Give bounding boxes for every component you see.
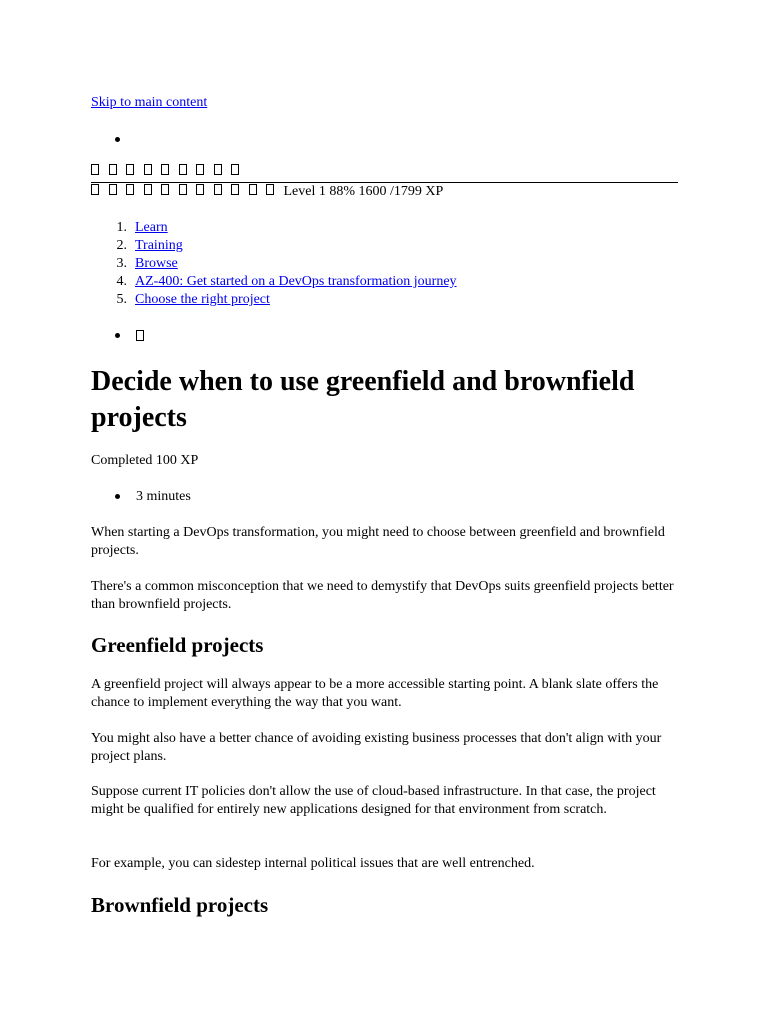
nav-list-bullet [115, 137, 120, 142]
greenfield-paragraph: A greenfield project will always appear to be a more accessible starting point. A blank slate offers the chance to implement everything the way that you want. [91, 677, 659, 710]
page-title: Decide when to use greenfield and brownfield projects [91, 366, 635, 433]
xp-progress-row [91, 183, 443, 201]
header-icon-row [91, 164, 249, 175]
intro-paragraph: When starting a DevOps transformation, you might need to choose between greenfield and brownfield projects. [91, 525, 665, 558]
section-heading-brownfield: Brownfield projects [91, 893, 269, 917]
missing-glyph-icon [231, 164, 239, 175]
missing-glyph-icon [179, 184, 187, 195]
breadcrumb-number: 1. [116, 220, 127, 235]
xp-total: /1799 XP [390, 184, 444, 199]
breadcrumb-link-training[interactable]: Training [135, 238, 183, 253]
missing-glyph-icon [214, 164, 222, 175]
missing-glyph-icon [144, 164, 152, 175]
metadata-bullet [115, 494, 120, 499]
greenfield-paragraph: You might also have a better chance of avoiding existing business processes that don't align with your project plans. [91, 731, 662, 764]
breadcrumb-link-learn[interactable]: Learn [135, 220, 168, 235]
missing-glyph-icon [196, 164, 204, 175]
breadcrumb-number: 4. [116, 274, 127, 289]
duration-label: 3 minutes [136, 489, 191, 504]
skip-to-main-link[interactable]: Skip to main content [91, 95, 208, 110]
missing-glyph-icon [266, 184, 274, 195]
missing-glyph-icon [231, 184, 239, 195]
missing-glyph-icon [126, 164, 134, 175]
progress-percent: 88% [329, 184, 356, 199]
greenfield-paragraph: Suppose current IT policies don't allow the use of cloud-based infrastructure. In that case, the project might be qualified for entirely new applications designed for that environment from scratch. [91, 784, 656, 817]
missing-glyph-icon [91, 164, 99, 175]
missing-glyph-icon [126, 184, 134, 195]
xp-current: 1600 [358, 184, 387, 199]
breadcrumb-number: 5. [116, 292, 127, 307]
missing-glyph-icon [179, 164, 187, 175]
profile-icon-row[interactable] [91, 184, 284, 195]
missing-glyph-icon [109, 184, 117, 195]
breadcrumb-link-browse[interactable]: Browse [135, 256, 178, 271]
action-list-bullet [115, 333, 120, 338]
greenfield-paragraph: For example, you can sidestep internal political issues that are well entrenched. [91, 856, 535, 871]
missing-glyph-icon [144, 184, 152, 195]
action-menu-icon[interactable] [136, 330, 144, 341]
completion-status: Completed 100 XP [91, 453, 199, 468]
breadcrumb-link-module[interactable]: Choose the right project [135, 292, 270, 307]
breadcrumb-number: 2. [116, 238, 127, 253]
missing-glyph-icon [109, 164, 117, 175]
missing-glyph-icon [161, 184, 169, 195]
breadcrumb-link-learning-path[interactable]: AZ-400: Get started on a DevOps transformation journey [135, 274, 457, 289]
missing-glyph-icon [214, 184, 222, 195]
intro-paragraph: There's a common misconception that we need to demystify that DevOps suits greenfield projects better than brownfield projects. [91, 579, 674, 612]
level-label: Level 1 [283, 184, 326, 199]
section-heading-greenfield: Greenfield projects [91, 633, 264, 657]
missing-glyph-icon [161, 164, 169, 175]
missing-glyph-icon [249, 184, 257, 195]
missing-glyph-icon [196, 184, 204, 195]
breadcrumb-number: 3. [116, 256, 127, 271]
missing-glyph-icon [91, 184, 99, 195]
